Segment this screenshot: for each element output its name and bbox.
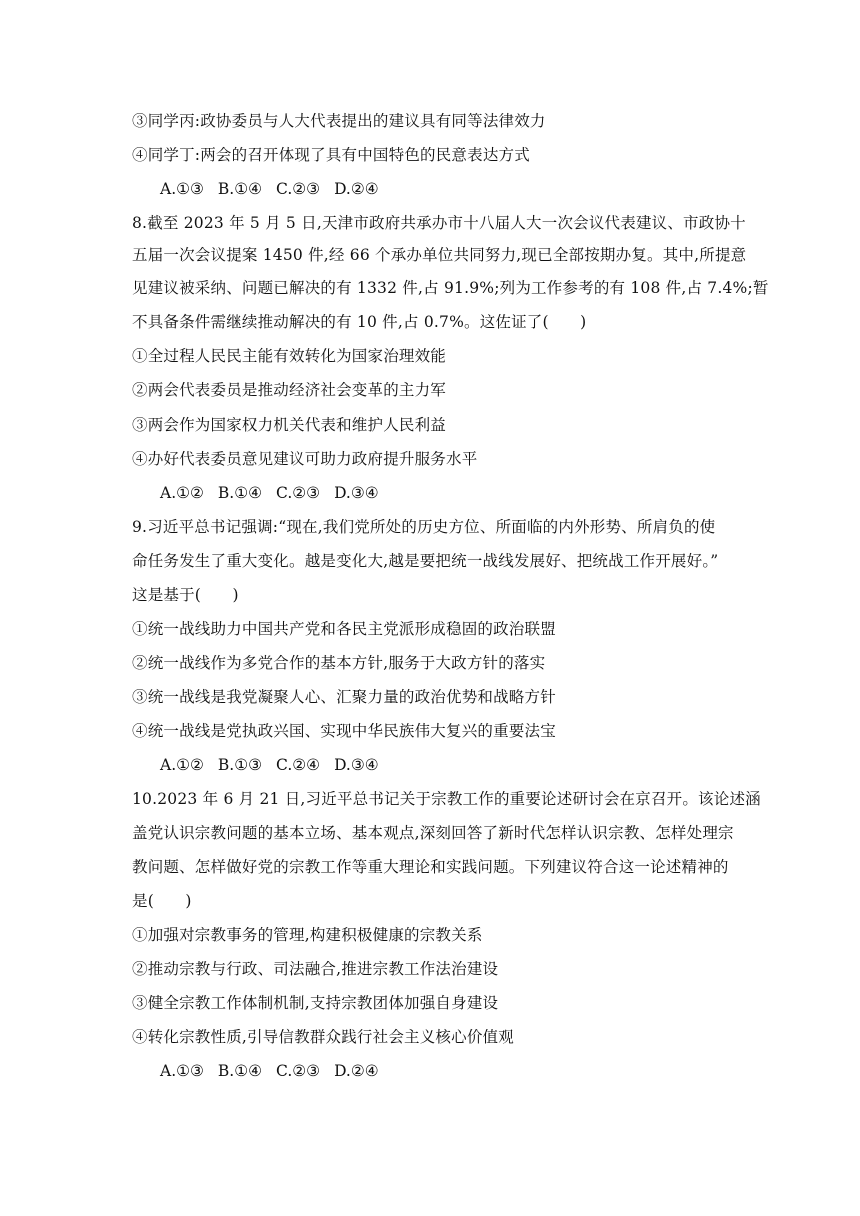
q10-stem-line-4: 是( ) bbox=[132, 892, 192, 910]
choice-d: D.②④ bbox=[334, 1062, 379, 1080]
q9-stem-line-2: 命任务发生了重大变化。越是变化大,越是要把统一战线发展好、把统战工作开展好。” bbox=[132, 552, 719, 570]
q8-stem-line-1: 8.截至 2023 年 5 月 5 日,天津市政府共承办市十八届人大一次会议代表建议、市政协十 bbox=[132, 214, 746, 232]
choice-c: C.②③ bbox=[276, 484, 321, 502]
q9-stem-line-3: 这是基于( ) bbox=[132, 586, 239, 604]
choice-c: C.②③ bbox=[276, 180, 321, 198]
q10-stem-line-3: 教问题、怎样做好党的宗教工作等重大理论和实践问题。下列建议符合这一论述精神的 bbox=[132, 858, 729, 876]
choice-d: D.③④ bbox=[334, 484, 379, 502]
q10-option-3: ③健全宗教工作体制机制,支持宗教团体加强自身建设 bbox=[132, 994, 499, 1012]
q8-stem-line-4: 不具备条件需继续推动解决的有 10 件,占 0.7%。这佐证了( ) bbox=[132, 313, 587, 331]
choice-a: A.①② bbox=[160, 756, 204, 774]
q9-option-2: ②统一战线作为多党合作的基本方针,服务于大政方针的落实 bbox=[132, 654, 546, 672]
choice-a: A.①③ bbox=[160, 1062, 204, 1080]
choice-a: A.①② bbox=[160, 484, 204, 502]
choice-d: D.③④ bbox=[334, 756, 379, 774]
q9-answer-choices bbox=[160, 755, 393, 775]
choice-b: B.①④ bbox=[217, 484, 263, 502]
q8-option-3: ③两会作为国家权力机关代表和维护人民利益 bbox=[132, 416, 447, 434]
q10-answer-choices bbox=[160, 1061, 393, 1081]
choice-c: C.②④ bbox=[276, 756, 321, 774]
q10-stem-line-1: 10.2023 年 6 月 21 日,习近平总书记关于宗教工作的重要论述研讨会在京召开。该论述涵 bbox=[132, 790, 761, 808]
prev-option-4: ④同学丁:两会的召开体现了具有中国特色的民意表达方式 bbox=[132, 146, 530, 164]
q8-stem-line-2: 五届一次会议提案 1450 件,经 66 个承办单位共同努力,现已全部按期办复。其中,所提意 bbox=[132, 246, 747, 264]
q8-option-4: ④办好代表委员意见建议可助力政府提升服务水平 bbox=[132, 450, 478, 468]
prev-option-3: ③同学丙:政协委员与人大代表提出的建议具有同等法律效力 bbox=[132, 112, 546, 130]
choice-b: B.①④ bbox=[217, 1062, 263, 1080]
choice-d: D.②④ bbox=[334, 180, 379, 198]
q9-stem-line-1: 9.习近平总书记强调:“现在,我们党所处的历史方位、所面临的内外形势、所肩负的使 bbox=[132, 518, 716, 536]
prev-answer-choices bbox=[160, 179, 393, 199]
q8-option-1: ①全过程人民民主能有效转化为国家治理效能 bbox=[132, 347, 447, 365]
choice-a: A.①③ bbox=[160, 180, 204, 198]
q10-option-2: ②推动宗教与行政、司法融合,推进宗教工作法治建设 bbox=[132, 960, 499, 978]
q9-option-3: ③统一战线是我党凝聚人心、汇聚力量的政治优势和战略方针 bbox=[132, 688, 556, 706]
q9-option-4: ④统一战线是党执政兴国、实现中华民族伟大复兴的重要法宝 bbox=[132, 722, 556, 740]
choice-c: C.②③ bbox=[276, 1062, 321, 1080]
q8-answer-choices bbox=[160, 483, 393, 503]
q8-stem-line-3: 见建议被采纳、问题已解决的有 1332 件,占 91.9%;列为工作参考的有 108 件,占 7.4%;暂 bbox=[132, 279, 769, 297]
q10-option-4: ④转化宗教性质,引导信教群众践行社会主义核心价值观 bbox=[132, 1028, 514, 1046]
q9-option-1: ①统一战线助力中国共产党和各民主党派形成稳固的政治联盟 bbox=[132, 620, 556, 638]
choice-b: B.①④ bbox=[217, 180, 263, 198]
q10-stem-line-2: 盖党认识宗教问题的基本立场、基本观点,深刻回答了新时代怎样认识宗教、怎样处理宗 bbox=[132, 824, 734, 842]
q8-option-2: ②两会代表委员是推动经济社会变革的主力军 bbox=[132, 381, 447, 399]
choice-b: B.①③ bbox=[217, 756, 263, 774]
q10-option-1: ①加强对宗教事务的管理,构建积极健康的宗教关系 bbox=[132, 926, 483, 944]
